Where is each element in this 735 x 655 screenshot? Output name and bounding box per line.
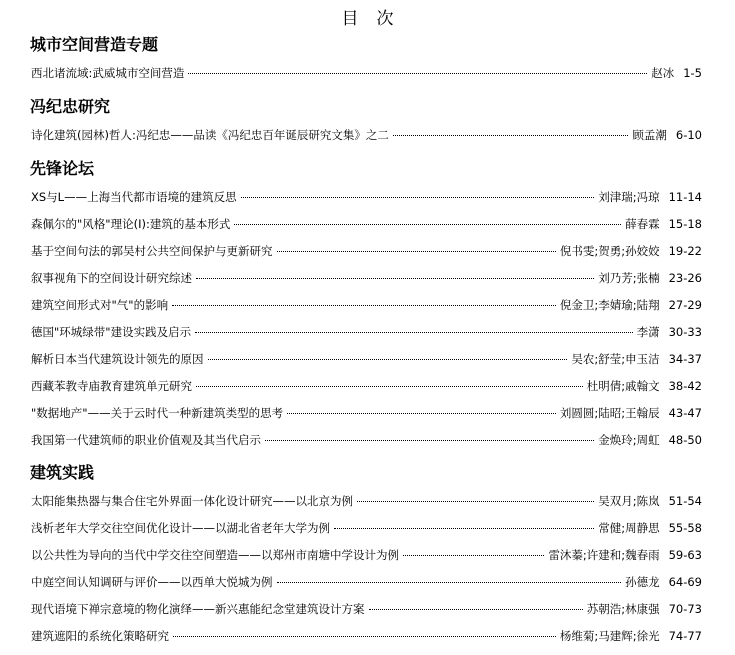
dot-leader — [173, 635, 556, 637]
toc-section — [0, 30, 735, 87]
dot-leader — [393, 134, 629, 136]
dot-leader — [334, 527, 594, 529]
toc-entry[interactable] — [0, 569, 735, 596]
dot-leader — [277, 250, 556, 252]
entry-authors: 薛春霖 — [625, 217, 660, 231]
entry-pages: 55-58 — [668, 521, 702, 535]
toc-entry[interactable] — [0, 238, 735, 265]
entry-title: 中庭空间认知调研与评价——以西单大悦城为例 — [31, 575, 273, 589]
entry-authors: 倪金卫;李婧瑜;陆翔 — [559, 298, 660, 312]
entry-title: 基于空间句法的郭吴村公共空间保护与更新研究 — [31, 244, 273, 258]
toc-entry[interactable] — [0, 346, 735, 373]
dot-leader — [357, 500, 594, 502]
entry-authors: 李潇 — [636, 325, 660, 339]
entry-pages: 64-69 — [668, 575, 702, 589]
entry-pages: 70-73 — [668, 602, 702, 616]
entry-authors: 苏朝浩;林康强 — [586, 602, 660, 616]
toc-entry[interactable] — [0, 488, 735, 515]
section-heading: 冯纪忠研究 — [30, 97, 111, 116]
entry-authors: 刘津瑞;冯琼 — [598, 190, 660, 204]
entry-title: 我国第一代建筑师的职业价值观及其当代启示 — [31, 433, 261, 447]
entry-authors: 雷沐蓁;许建和;魏春雨 — [548, 548, 660, 562]
toc-entry[interactable] — [0, 211, 735, 238]
entry-authors: 刘乃芳;张楠 — [598, 271, 660, 285]
dot-leader — [287, 412, 556, 414]
entry-pages: 15-18 — [668, 217, 702, 231]
toc-entry[interactable] — [0, 122, 735, 149]
entry-authors: 常健;周静思 — [598, 521, 660, 535]
toc-entry[interactable] — [0, 596, 735, 623]
entry-title: 建筑空间形式对"气"的影响 — [31, 298, 169, 312]
toc-entry[interactable] — [0, 60, 735, 87]
dot-leader — [195, 331, 633, 333]
entry-pages: 43-47 — [668, 406, 702, 420]
entry-title: 德国"环城绿带"建设实践及启示 — [31, 325, 192, 339]
dot-leader — [196, 277, 594, 279]
entry-authors: 吴双月;陈岚 — [598, 494, 660, 508]
toc-entry[interactable] — [0, 427, 735, 454]
table-of-contents — [0, 30, 735, 650]
toc-entry[interactable] — [0, 515, 735, 542]
dot-leader — [241, 196, 595, 198]
section-heading: 建筑实践 — [30, 463, 95, 482]
entry-title: 以公共性为导向的当代中学交往空间塑造——以郑州市南塘中学设计为例 — [31, 548, 399, 562]
entry-pages: 6-10 — [675, 128, 702, 142]
entry-title: 森佩尔的"风格"理论(Ⅰ):建筑的基本形式 — [31, 217, 231, 231]
entry-authors: 吴农;舒莹;申玉洁 — [571, 352, 660, 366]
toc-entry[interactable] — [0, 292, 735, 319]
dot-leader — [172, 304, 556, 306]
entry-title: 诗化建筑(园林)哲人:冯纪忠——品读《冯纪忠百年诞辰研究文集》之二 — [31, 128, 389, 142]
dot-leader — [403, 554, 544, 556]
dot-leader — [234, 223, 621, 225]
entry-authors: 金焕玲;周虹 — [598, 433, 660, 447]
entry-authors: 杜明倩;戚翰文 — [586, 379, 660, 393]
dot-leader — [277, 581, 622, 583]
entry-pages: 34-37 — [668, 352, 702, 366]
entry-pages: 19-22 — [668, 244, 702, 258]
entry-title: 现代语境下禅宗意境的物化演绎——新兴惠能纪念堂建筑设计方案 — [31, 602, 365, 616]
page-title: 目次 — [341, 9, 412, 29]
dot-leader — [208, 358, 568, 360]
section-heading: 先锋论坛 — [30, 159, 95, 178]
entry-title: 叙事视角下的空间设计研究综述 — [31, 271, 192, 285]
toc-section — [0, 458, 735, 650]
entry-pages: 23-26 — [668, 271, 702, 285]
entry-pages: 59-63 — [668, 548, 702, 562]
entry-title: 西藏苯教寺庙教育建筑单元研究 — [31, 379, 192, 393]
entry-authors: 杨维菊;马建辉;徐光 — [559, 629, 660, 643]
dot-leader — [188, 72, 647, 74]
dot-leader — [265, 439, 594, 441]
entry-pages: 74-77 — [668, 629, 702, 643]
entry-pages: 48-50 — [668, 433, 702, 447]
entry-authors: 孙德龙 — [625, 575, 660, 589]
entry-pages: 30-33 — [668, 325, 702, 339]
entry-pages: 38-42 — [668, 379, 702, 393]
toc-entry[interactable] — [0, 623, 735, 650]
dot-leader — [369, 608, 583, 610]
entry-title: XS与L——上海当代都市语境的建筑反思 — [31, 190, 237, 204]
entry-title: 解析日本当代建筑设计领先的原因 — [31, 352, 204, 366]
entry-title: 西北诸流域:武威城市空间营造 — [31, 66, 185, 80]
entry-title: 太阳能集热器与集合住宅外界面一体化设计研究——以北京为例 — [31, 494, 353, 508]
dot-leader — [196, 385, 583, 387]
toc-entry[interactable] — [0, 184, 735, 211]
section-heading: 城市空间营造专题 — [30, 35, 159, 54]
entry-title: 建筑遮阳的系统化策略研究 — [31, 629, 169, 643]
entry-title: 浅析老年大学交往空间优化设计——以湖北省老年大学为例 — [31, 521, 330, 535]
entry-authors: 顾孟潮 — [632, 128, 667, 142]
entry-title: "数据地产"——关于云时代一种新建筑类型的思考 — [31, 406, 284, 420]
entry-pages: 1-5 — [683, 66, 702, 80]
toc-entry[interactable] — [0, 542, 735, 569]
entry-authors: 刘圆圆;陆昭;王翰辰 — [559, 406, 660, 420]
entry-pages: 27-29 — [668, 298, 702, 312]
toc-section — [0, 154, 735, 454]
entry-pages: 11-14 — [668, 190, 702, 204]
toc-entry[interactable] — [0, 265, 735, 292]
entry-authors: 赵冰 — [651, 66, 675, 80]
toc-entry[interactable] — [0, 319, 735, 346]
toc-entry[interactable] — [0, 400, 735, 427]
entry-pages: 51-54 — [668, 494, 702, 508]
toc-section — [0, 92, 735, 149]
toc-entry[interactable] — [0, 373, 735, 400]
entry-authors: 倪书雯;贺勇;孙姣姣 — [559, 244, 660, 258]
